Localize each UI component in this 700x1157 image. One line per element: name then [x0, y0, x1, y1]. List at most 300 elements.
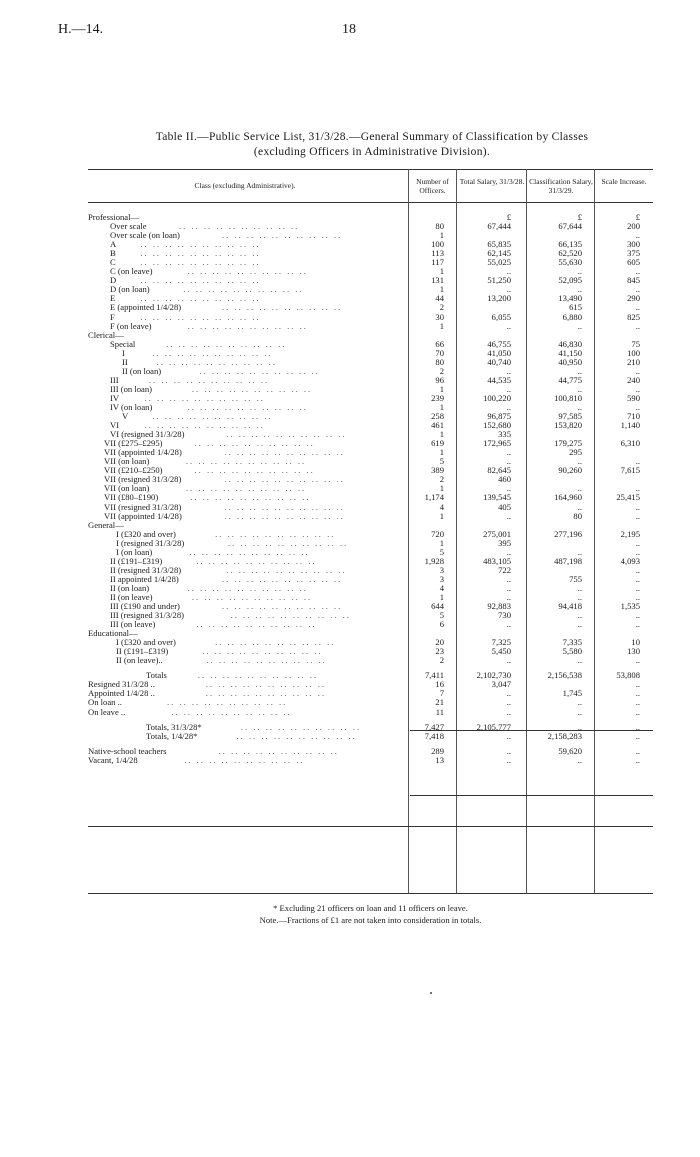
scale-increase-cell: ..	[635, 730, 640, 741]
number-of-officers-cell: 1	[439, 447, 444, 458]
scale-increase-cell: 1,140	[620, 420, 640, 431]
row-label: A	[110, 239, 117, 250]
number-of-officers-cell: 3	[439, 573, 444, 584]
leader-dots: .. .. .. .. .. .. .. .. .. ..	[224, 475, 345, 485]
total-salary-cell: 2,102,730	[476, 670, 511, 681]
scale-increase-cell: ..	[635, 537, 640, 548]
leader-dots: .. .. .. .. .. .. .. .. .. ..	[218, 746, 339, 756]
column-header-scale: Scale Increase.	[601, 177, 647, 186]
classification-salary-cell: 1,745	[562, 688, 582, 699]
total-salary-cell: ..	[506, 401, 511, 412]
total-salary-cell: 62,145	[487, 248, 511, 259]
scale-increase-cell: 210	[627, 356, 640, 367]
classification-salary-cell: 179,275	[554, 438, 582, 449]
scale-increase-cell: 200	[627, 221, 640, 232]
number-of-officers-cell: 389	[431, 465, 444, 476]
row-label: Totals, 1/4/28*	[146, 730, 198, 741]
table-row	[88, 539, 653, 548]
number-of-officers-cell: 1	[439, 591, 444, 602]
row-label: VII (£275–£295)	[104, 438, 163, 449]
total-salary-cell: 172,965	[483, 438, 511, 449]
row-label: VI	[110, 420, 120, 431]
table-row	[88, 584, 653, 593]
leader-dots: .. .. .. .. .. .. .. .. .. ..	[185, 484, 307, 494]
total-salary-cell: ..	[506, 754, 511, 765]
table-row	[88, 732, 653, 741]
leader-dots: .. .. .. .. .. .. .. .. .. ..	[187, 583, 308, 593]
leader-dots: .. .. .. .. .. .. .. .. .. ..	[140, 276, 261, 286]
table-title	[88, 130, 656, 160]
leader-dots: .. .. .. .. .. .. .. .. .. ..	[205, 680, 326, 690]
number-of-officers-cell: 7,427	[424, 721, 444, 732]
scale-increase-cell: ..	[635, 302, 640, 313]
total-salary-cell: 395	[498, 537, 511, 548]
table-row	[88, 620, 653, 629]
row-label: VII (£210–£250)	[104, 465, 163, 476]
number-of-officers-cell: 1	[439, 537, 444, 548]
number-of-officers-cell: 2	[439, 365, 444, 376]
table-bottom-rule	[88, 893, 653, 894]
table-row	[88, 756, 653, 765]
total-salary-cell: 483,105	[483, 555, 511, 566]
number-of-officers-cell: 7	[439, 688, 444, 699]
row-label: II (on loan)	[122, 365, 162, 376]
leader-dots: .. .. .. .. .. .. .. .. .. ..	[179, 222, 300, 232]
table-title-line-2: (excluding Officers in Administrative Division).	[253, 146, 491, 158]
total-salary-cell: 6,055	[491, 311, 511, 322]
classification-salary-cell: 13,490	[558, 293, 582, 304]
leader-dots: .. .. .. .. .. .. .. .. .. ..	[187, 402, 308, 412]
total-salary-cell: 7,325	[491, 637, 511, 648]
section-rule	[88, 826, 653, 827]
row-label: Vacant, 1/4/28	[88, 754, 138, 765]
classification-salary-cell: ..	[577, 546, 582, 557]
total-salary-cell: ..	[506, 582, 511, 593]
row-label: Totals, 31/3/28*	[146, 721, 202, 732]
row-label: VI (resigned 31/3/28)	[110, 429, 185, 440]
number-of-officers-cell: 11	[435, 706, 444, 717]
total-salary-cell: ..	[506, 745, 511, 756]
row-label: II (£191–£319)	[116, 646, 169, 657]
number-of-officers-cell: 16	[435, 679, 444, 690]
leader-dots: .. .. .. .. .. .. .. .. .. ..	[226, 430, 347, 440]
total-salary-cell: 100,220	[483, 392, 511, 403]
leader-dots: .. .. .. .. .. .. .. .. .. ..	[140, 312, 261, 322]
row-label: On loan ..	[88, 697, 122, 708]
classification-salary-cell: 295	[569, 447, 582, 458]
classification-salary-cell: 755	[569, 573, 582, 584]
leader-dots: .. .. .. .. .. .. .. .. .. ..	[215, 638, 336, 648]
leader-dots: .. .. .. .. .. .. .. .. .. ..	[187, 267, 308, 277]
classification-salary-cell: ..	[577, 754, 582, 765]
number-of-officers-cell: 289	[431, 745, 444, 756]
leader-dots: .. .. .. .. .. .. .. .. .. ..	[224, 502, 345, 512]
number-of-officers-cell: 4	[439, 582, 444, 593]
classification-salary-cell: 52,095	[558, 275, 582, 286]
number-of-officers-cell: 1	[439, 401, 444, 412]
row-label: III (on leave)	[110, 619, 156, 630]
classification-salary-cell: ..	[577, 483, 582, 494]
footnote-note: Note.—Fractions of £1 are not taken into consideration in totals.	[259, 915, 482, 925]
scale-increase-cell: ..	[635, 721, 640, 732]
classification-salary-cell: 164,960	[554, 492, 582, 503]
total-salary-cell: 67,444	[487, 221, 511, 232]
leader-dots: .. .. .. .. .. .. .. .. .. ..	[144, 393, 265, 403]
leader-dots: .. .. .. .. .. .. .. .. .. ..	[140, 294, 261, 304]
leader-dots: .. .. .. .. .. .. .. .. .. ..	[236, 731, 357, 741]
total-salary-cell: 5,450	[491, 646, 511, 657]
number-of-officers-cell: 13	[435, 754, 444, 765]
total-salary-cell: 96,875	[487, 411, 511, 422]
row-label: IV (on loan)	[110, 401, 153, 412]
table-row	[88, 394, 653, 403]
row-label: VII (appointed 1/4/28)	[104, 447, 182, 458]
row-label: II (on leave)	[110, 591, 153, 602]
classification-salary-cell: 41,150	[558, 347, 582, 358]
number-of-officers-cell: 461	[431, 420, 444, 431]
leader-dots: .. .. .. .. .. .. .. .. .. ..	[206, 656, 327, 666]
row-label: III (£190 and under)	[110, 601, 180, 612]
scale-increase-cell: ..	[635, 365, 640, 376]
table-row	[88, 575, 653, 584]
classification-salary-cell: ..	[577, 655, 582, 666]
scale-increase-cell: 375	[627, 248, 640, 259]
total-salary-cell: 405	[498, 501, 511, 512]
table-title-line-1: Table II.—Public Service List, 31/3/28.—General Summary of Classification by Classes	[155, 131, 589, 143]
number-of-officers-cell: 1	[439, 383, 444, 394]
number-of-officers-cell: 1	[439, 320, 444, 331]
scale-increase-cell: ..	[635, 230, 640, 241]
scale-increase-cell: ..	[635, 546, 640, 557]
scale-increase-cell: 4,093	[620, 555, 640, 566]
table-row	[88, 276, 653, 285]
leader-dots: .. .. .. .. .. .. .. .. .. ..	[191, 592, 313, 602]
number-of-officers-cell: 239	[431, 392, 444, 403]
number-of-officers-cell: 1	[439, 510, 444, 521]
classification-salary-cell: 6,880	[562, 311, 582, 322]
row-label: Clerical—	[88, 329, 124, 340]
total-salary-cell: 51,250	[487, 275, 511, 286]
row-label: C (on leave)	[110, 266, 153, 277]
total-salary-cell: ..	[506, 365, 511, 376]
scale-increase-cell: 6,310	[620, 438, 640, 449]
total-salary-cell: ..	[506, 730, 511, 741]
leader-dots: .. .. .. .. .. .. .. .. .. ..	[171, 707, 292, 717]
row-label: Resigned 31/3/28 ..	[88, 679, 155, 690]
scale-increase-cell: ..	[635, 501, 640, 512]
table-row	[88, 322, 653, 331]
scale-increase-cell: ..	[635, 754, 640, 765]
classification-salary-cell: ..	[577, 266, 582, 277]
classification-salary-cell: 7,335	[562, 637, 582, 648]
scale-increase-cell: £	[635, 212, 640, 222]
number-of-officers-cell: 44	[435, 293, 444, 304]
leader-dots: .. .. .. .. .. .. .. .. .. ..	[156, 357, 277, 367]
classification-salary-cell: ..	[577, 284, 582, 295]
classification-salary-cell: 2,158,283	[547, 730, 582, 741]
table-row	[88, 698, 653, 707]
classification-salary-cell: 277,196	[554, 528, 582, 539]
scale-increase-cell: ..	[635, 591, 640, 602]
number-of-officers-cell: 1	[439, 266, 444, 277]
leader-dots: .. .. .. .. .. .. .. .. .. ..	[240, 722, 362, 732]
scale-increase-cell: ..	[635, 266, 640, 277]
leader-dots: .. .. .. .. .. .. .. .. .. ..	[199, 366, 320, 376]
row-label: VII (on loan)	[104, 456, 150, 467]
classification-salary-cell: 100,810	[554, 392, 582, 403]
leader-dots: .. .. .. .. .. .. .. .. .. ..	[152, 348, 273, 358]
table-row	[88, 708, 653, 717]
scale-increase-cell: ..	[635, 284, 640, 295]
total-salary-cell: 92,883	[487, 601, 511, 612]
leader-dots: .. .. .. .. .. .. .. .. .. ..	[202, 647, 323, 657]
total-salary-cell: ..	[506, 284, 511, 295]
row-label: D	[110, 275, 117, 286]
classification-salary-cell: 46,830	[558, 338, 582, 349]
row-label: Special	[110, 338, 136, 349]
classification-salary-cell: ..	[577, 383, 582, 394]
row-label: VII (on loan)	[104, 483, 150, 494]
leader-dots: .. .. .. .. .. .. .. .. .. ..	[224, 448, 345, 458]
classification-salary-cell: 5,580	[562, 646, 582, 657]
classification-salary-cell: 2,156,538	[547, 670, 582, 681]
table-row	[88, 313, 653, 322]
table-row	[88, 647, 653, 656]
classification-salary-cell: 59,620	[558, 745, 582, 756]
scale-increase-cell: ..	[635, 483, 640, 494]
leader-dots: .. .. .. .. .. .. .. .. .. ..	[222, 303, 343, 313]
table-row	[88, 512, 653, 521]
leader-dots: .. .. .. .. .. .. .. .. .. ..	[230, 611, 351, 621]
scale-increase-cell: ..	[635, 706, 640, 717]
number-of-officers-cell: 23	[435, 646, 444, 657]
classification-salary-cell: 80	[573, 510, 582, 521]
totals-rule	[410, 795, 653, 796]
table-body	[88, 213, 653, 765]
number-of-officers-cell: 1	[439, 284, 444, 295]
leader-dots: .. .. .. .. .. .. .. .. .. ..	[197, 671, 319, 681]
scale-increase-cell: 605	[627, 257, 640, 268]
total-salary-cell: ..	[506, 546, 511, 557]
number-of-officers-cell: 5	[439, 610, 444, 621]
number-of-officers-cell: 4	[439, 501, 444, 512]
number-of-officers-cell: 6	[439, 619, 444, 630]
scale-increase-cell: ..	[635, 688, 640, 699]
number-of-officers-cell: 80	[435, 356, 444, 367]
scale-increase-cell: 130	[627, 646, 640, 657]
total-salary-cell: ..	[506, 697, 511, 708]
number-of-officers-cell: 30	[435, 311, 444, 322]
scale-increase-cell: ..	[635, 573, 640, 584]
row-label: VII (resigned 31/3/28)	[104, 474, 182, 485]
row-label: Professional—	[88, 212, 140, 222]
leader-dots: .. .. .. .. .. .. .. .. .. ..	[205, 689, 326, 699]
scale-increase-cell: ..	[635, 619, 640, 630]
number-of-officers-cell: 7,411	[424, 670, 444, 681]
column-header-salary: Total Salary, 31/3/28.	[459, 177, 525, 186]
total-salary-cell: ..	[506, 591, 511, 602]
leader-dots: .. .. .. .. .. .. .. .. .. ..	[191, 384, 313, 394]
classification-salary-cell: 90,260	[558, 465, 582, 476]
leader-dots: .. .. .. .. .. .. .. .. .. ..	[144, 421, 265, 431]
table-row	[88, 656, 653, 665]
leader-dots: .. .. .. .. .. .. .. .. .. ..	[140, 258, 261, 268]
classification-salary-cell: 487,198	[554, 555, 582, 566]
table-row	[88, 671, 653, 680]
leader-dots: .. .. .. .. .. .. .. .. .. ..	[140, 240, 261, 250]
number-of-officers-cell: 644	[431, 601, 444, 612]
row-label: II (on leave)..	[116, 655, 163, 666]
scale-increase-cell: ..	[635, 383, 640, 394]
row-label: II appointed 1/4/28)	[110, 573, 179, 584]
number-of-officers-cell: 2	[439, 474, 444, 485]
leader-dots: .. .. .. .. .. .. .. .. .. ..	[190, 493, 311, 503]
number-of-officers-cell: 80	[435, 221, 444, 232]
leader-dots: .. .. .. .. .. .. .. .. .. ..	[194, 439, 315, 449]
number-of-officers-cell: 66	[435, 338, 444, 349]
leader-dots: .. .. .. .. .. .. .. .. .. ..	[222, 602, 343, 612]
classification-salary-cell: ..	[577, 365, 582, 376]
row-label: III	[110, 374, 119, 385]
scale-increase-cell: 710	[627, 411, 640, 422]
leader-dots: .. .. .. .. .. .. .. .. .. ..	[224, 511, 345, 521]
classification-salary-cell: ..	[577, 320, 582, 331]
row-label: I (resigned 31/3/28)	[116, 537, 185, 548]
number-of-officers-cell: 70	[435, 347, 444, 358]
leader-dots: .. .. .. .. .. .. .. .. .. ..	[183, 285, 304, 295]
row-label: II (£191–£319)	[110, 555, 163, 566]
total-salary-cell: ..	[506, 619, 511, 630]
classification-salary-cell: £	[577, 212, 582, 222]
number-of-officers-cell: 21	[435, 697, 444, 708]
table-row	[88, 448, 653, 457]
total-salary-cell: ..	[506, 573, 511, 584]
number-of-officers-cell: 1	[439, 429, 444, 440]
scale-increase-cell: ..	[635, 510, 640, 521]
row-label: E	[110, 293, 116, 304]
leader-dots: .. .. .. .. .. .. .. .. .. ..	[222, 231, 343, 241]
number-of-officers-cell: 1,174	[424, 492, 444, 503]
leader-dots: .. .. .. .. .. .. .. .. .. ..	[196, 556, 317, 566]
row-label: Appointed 1/4/28 ..	[88, 688, 155, 699]
total-salary-cell: 55,025	[487, 257, 511, 268]
row-label: Totals	[146, 670, 167, 681]
classification-salary-cell: ..	[577, 697, 582, 708]
classification-salary-cell: ..	[577, 706, 582, 717]
total-salary-cell: 3,047	[491, 679, 511, 690]
number-of-officers-cell: 5	[439, 546, 444, 557]
classification-salary-cell: 67,644	[558, 221, 582, 232]
scale-increase-cell: ..	[635, 610, 640, 621]
number-of-officers-cell: 117	[431, 257, 444, 268]
scale-increase-cell: ..	[635, 401, 640, 412]
row-label: IV	[110, 392, 120, 403]
total-salary-cell: 44,535	[487, 374, 511, 385]
classification-salary-cell: ..	[577, 591, 582, 602]
table-row	[88, 611, 653, 620]
scale-increase-cell: 2,195	[620, 528, 640, 539]
total-salary-cell: ..	[506, 456, 511, 467]
scale-increase-cell: 53,808	[616, 670, 640, 681]
scale-increase-cell: 825	[627, 311, 640, 322]
row-label: F (on leave)	[110, 320, 152, 331]
scale-increase-cell: 590	[627, 392, 640, 403]
classification-salary-cell: 615	[569, 302, 582, 313]
classification-salary-cell: 62,520	[558, 248, 582, 259]
classification-salary-cell: ..	[577, 610, 582, 621]
scale-increase-cell: 25,415	[616, 492, 640, 503]
number-of-officers-cell: 96	[435, 374, 444, 385]
total-salary-cell: 13,200	[487, 293, 511, 304]
leader-dots: .. .. .. .. .. .. .. .. .. ..	[222, 574, 343, 584]
total-salary-cell: ..	[506, 510, 511, 521]
scale-increase-cell: 240	[627, 374, 640, 385]
stray-mark	[430, 992, 432, 994]
scale-increase-cell: ..	[635, 697, 640, 708]
row-label: B	[110, 248, 116, 259]
total-salary-cell: ..	[506, 483, 511, 494]
classification-salary-cell: ..	[577, 619, 582, 630]
number-of-officers-cell: 5	[439, 456, 444, 467]
leader-dots: .. .. .. .. .. .. .. .. .. ..	[148, 375, 270, 385]
leader-dots: .. .. .. .. .. .. .. .. .. ..	[196, 620, 317, 630]
total-salary-cell: 139,545	[483, 492, 511, 503]
number-of-officers-cell: 100	[431, 239, 444, 250]
row-label: C	[110, 257, 116, 268]
number-of-officers-cell: 3	[439, 564, 444, 575]
number-of-officers-cell: 131	[431, 275, 444, 286]
classification-salary-cell: ..	[577, 401, 582, 412]
row-label: VII (£80–£190)	[104, 492, 159, 503]
row-label: D (on loan)	[110, 284, 150, 295]
classification-salary-cell: 94,418	[558, 601, 582, 612]
total-salary-cell: ..	[506, 447, 511, 458]
column-header-number: Number of Officers.	[416, 177, 449, 195]
classification-salary-cell: ..	[577, 501, 582, 512]
scale-increase-cell: ..	[635, 564, 640, 575]
number-of-officers-cell: 2	[439, 302, 444, 313]
leader-dots: .. .. .. .. .. .. .. .. .. ..	[187, 321, 308, 331]
total-salary-cell: ..	[506, 706, 511, 717]
scale-increase-cell: 290	[627, 293, 640, 304]
total-salary-cell: 460	[498, 474, 511, 485]
scale-increase-cell: 100	[627, 347, 640, 358]
scale-increase-cell: 300	[627, 239, 640, 250]
scale-increase-cell: 7,615	[620, 465, 640, 476]
classification-salary-cell: ..	[577, 721, 582, 732]
total-salary-cell: 41,050	[487, 347, 511, 358]
scale-increase-cell: 1,535	[620, 601, 640, 612]
number-of-officers-cell: 20	[435, 637, 444, 648]
total-salary-cell: 65,835	[487, 239, 511, 250]
classification-salary-cell: 55,630	[558, 257, 582, 268]
total-salary-cell: ..	[506, 266, 511, 277]
scale-increase-cell: ..	[635, 655, 640, 666]
scale-increase-cell: 75	[631, 338, 640, 349]
row-label: Native-school teachers	[88, 745, 167, 756]
header-bottom-rule	[88, 202, 653, 203]
row-label: F	[110, 311, 115, 322]
number-of-officers-cell: 619	[431, 438, 444, 449]
scale-increase-cell: ..	[635, 456, 640, 467]
total-salary-cell: ..	[506, 655, 511, 666]
classification-salary-cell: 153,820	[554, 420, 582, 431]
classification-salary-cell: 66,135	[558, 239, 582, 250]
leader-dots: .. .. .. .. .. .. .. .. .. ..	[152, 412, 273, 422]
row-label: II	[122, 356, 128, 367]
row-label: II (on loan)	[110, 582, 150, 593]
leader-dots: .. .. .. .. .. .. .. .. .. ..	[166, 339, 287, 349]
